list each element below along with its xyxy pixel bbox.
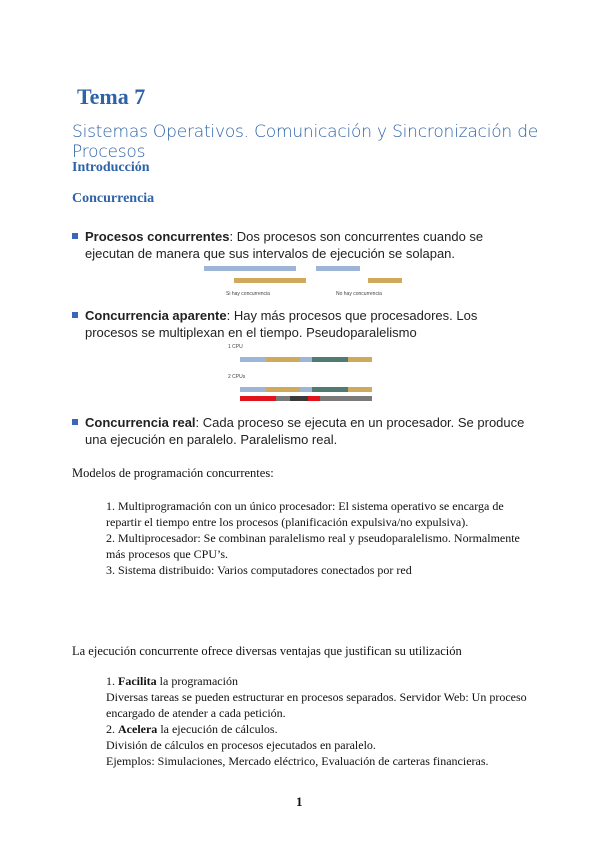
cpu2a-slice bbox=[300, 387, 312, 392]
list-item: 2. Multiprocesador: Se combinan paralelismo real y pseudoparalelismo. Normalmente más procesos que CPU’s. bbox=[106, 531, 520, 561]
bullet-square-icon bbox=[72, 233, 78, 239]
item-number: 1. bbox=[106, 674, 115, 688]
cpu2b-slice bbox=[320, 396, 372, 401]
process-bar-b bbox=[234, 278, 306, 283]
advantages-list bbox=[106, 673, 546, 769]
page-title: Tema 7 bbox=[77, 84, 146, 109]
section-heading-intro: Introducción bbox=[72, 160, 150, 175]
cpu2b-slice bbox=[308, 396, 320, 401]
cpu1-slice bbox=[240, 357, 266, 362]
cpu1-slice bbox=[266, 357, 300, 362]
bullet-term: Procesos concurrentes bbox=[85, 229, 230, 244]
bullet-square-icon bbox=[72, 312, 78, 318]
item-text: la programación bbox=[156, 674, 238, 688]
list-item bbox=[106, 721, 546, 737]
bullet-item bbox=[72, 307, 532, 341]
bullet-text: : Dos procesos son concurrentes cuando se ejecutan de manera que sus intervalos de ejecución se solapan. bbox=[85, 229, 484, 261]
advantages-intro: La ejecución concurrente ofrece diversas ventajas que justifican su utilización bbox=[72, 644, 462, 658]
cpu1-slice bbox=[300, 357, 312, 362]
list-item: 3. Sistema distribuido: Varios computadores conectados por red bbox=[106, 563, 412, 577]
models-intro: Modelos de programación concurrentes: bbox=[72, 466, 274, 480]
item-description: Ejemplos: Simulaciones, Mercado eléctrico, Evaluación de carteras financieras. bbox=[106, 754, 489, 768]
bullet-item bbox=[72, 414, 532, 448]
item-description: División de cálculos en procesos ejecutados en paralelo. bbox=[106, 738, 376, 752]
list-item bbox=[106, 673, 546, 689]
page-number: 1 bbox=[296, 794, 303, 809]
item-bold-term: Acelera bbox=[118, 722, 158, 736]
diagram-label-concurrent: Si hay concurrencia bbox=[226, 291, 270, 297]
cpu1-slice bbox=[348, 357, 372, 362]
cpu2a-slice bbox=[266, 387, 300, 392]
bullet-text: : Hay más procesos que procesadores. Los procesos se multiplexan en el tiempo. Pseudoparalelismo bbox=[85, 308, 478, 340]
models-list bbox=[106, 498, 536, 578]
cpu2a-slice bbox=[348, 387, 372, 392]
concurrency-diagram bbox=[200, 264, 410, 300]
diagram-label-1cpu: 1 CPU bbox=[228, 344, 243, 350]
diagram-label-not-concurrent: No hay concurrencia bbox=[336, 291, 382, 297]
bullet-square-icon bbox=[72, 419, 78, 425]
cpu2a-slice bbox=[240, 387, 266, 392]
bullet-item bbox=[72, 228, 532, 262]
item-number: 2. bbox=[106, 722, 115, 736]
diagram-label-2cpu: 2 CPUs bbox=[228, 374, 246, 380]
section-heading-concurrency: Concurrencia bbox=[72, 191, 155, 206]
cpu2b-slice bbox=[276, 396, 290, 401]
cpu2a-slice bbox=[312, 387, 348, 392]
cpu-multiplexing-diagram bbox=[226, 342, 378, 406]
cpu1-slice bbox=[312, 357, 348, 362]
bullet-text: : Cada proceso se ejecuta en un procesador. Se produce una ejecución en paralelo. Paralelismo real. bbox=[85, 415, 525, 447]
page-subtitle: Sistemas Operativos. Comunicación y Sincronización de Procesos bbox=[72, 122, 539, 162]
cpu2b-slice bbox=[290, 396, 308, 401]
cpu2b-slice bbox=[240, 396, 276, 401]
process-bar-d bbox=[368, 278, 402, 283]
bullet-term: Concurrencia real bbox=[85, 415, 196, 430]
process-bar-c bbox=[316, 266, 360, 271]
item-description: Diversas tareas se pueden estructurar en procesos separados. Servidor Web: Un proceso encargado de atender a cada petición. bbox=[106, 690, 527, 720]
item-bold-term: Facilita bbox=[118, 674, 157, 688]
item-text: la ejecución de cálculos. bbox=[157, 722, 278, 736]
bullet-term: Concurrencia aparente bbox=[85, 308, 227, 323]
list-item: 1. Multiprogramación con un único procesador: El sistema operativo se encarga de repartir el tiempo entre los procesos (planificación expulsiva/no expulsiva). bbox=[106, 499, 504, 529]
process-bar-a bbox=[204, 266, 296, 271]
